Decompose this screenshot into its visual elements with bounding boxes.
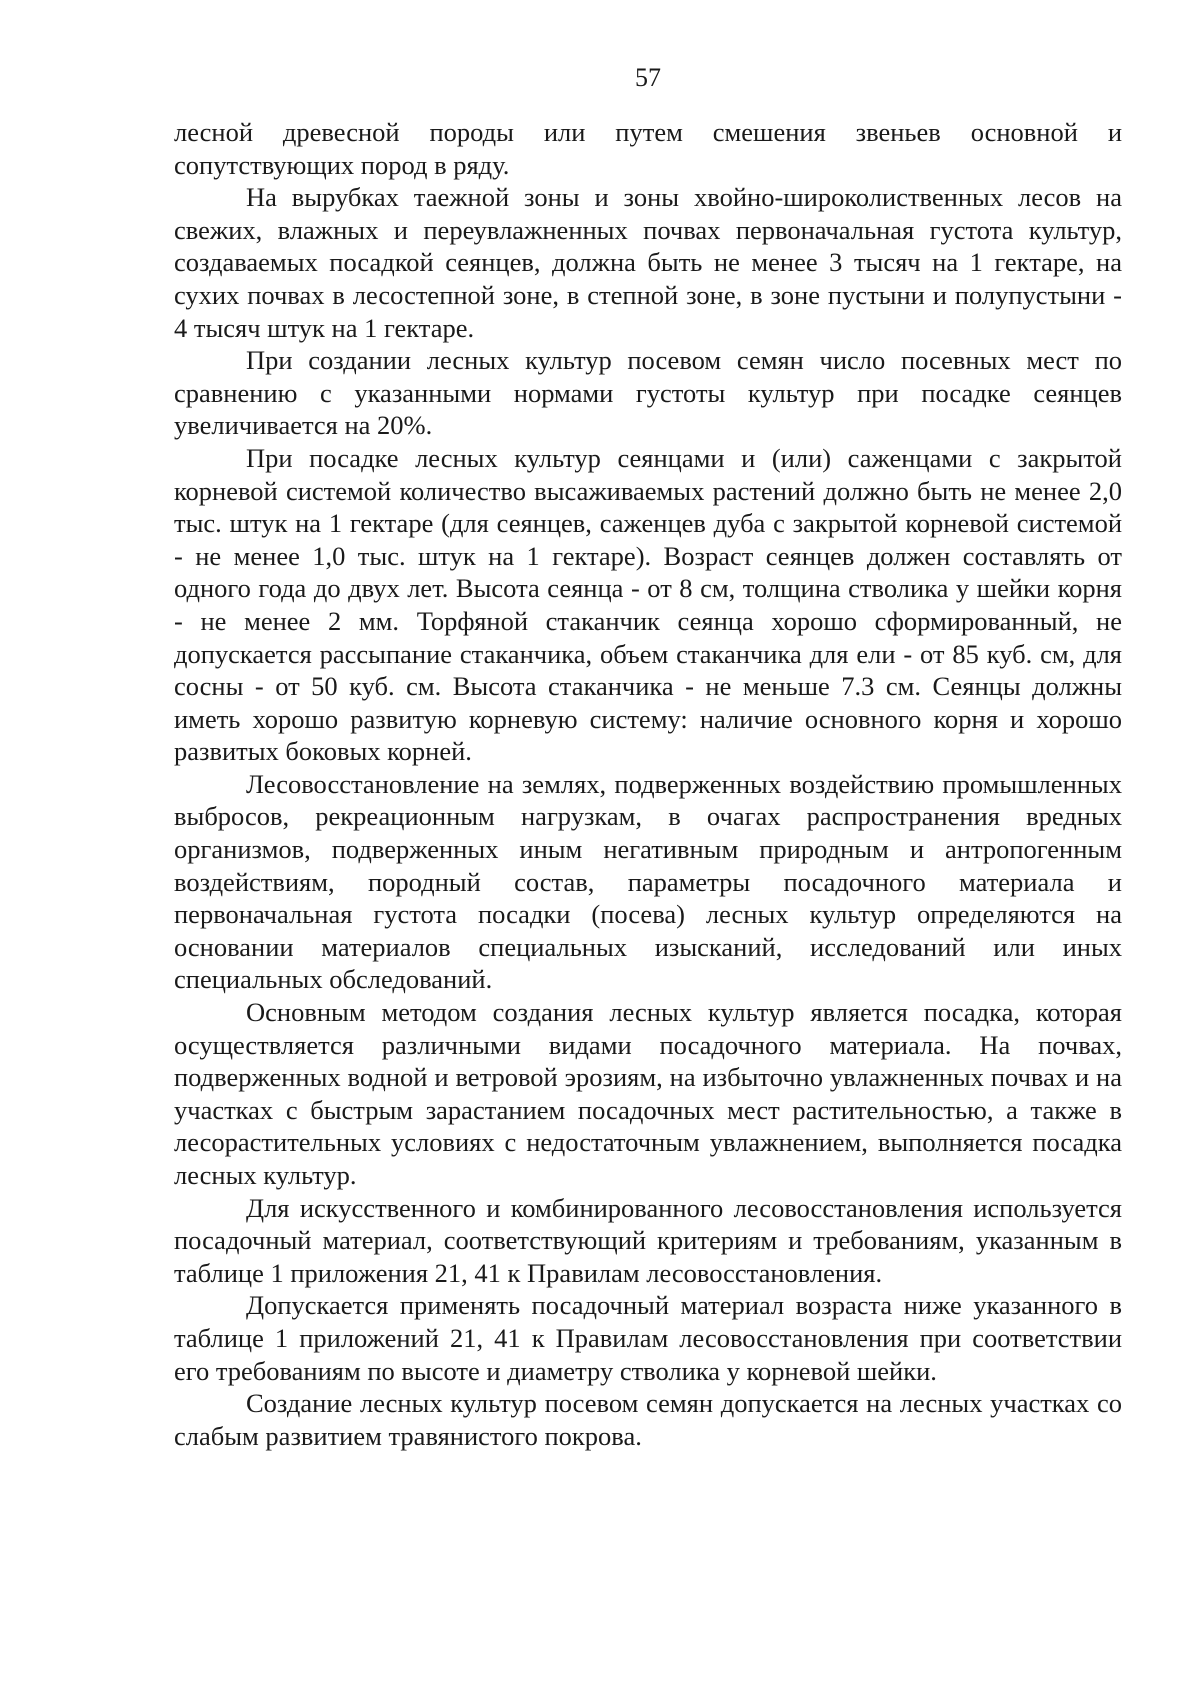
paragraph-seed-sowing: При создании лесных культур посевом семян число посевных мест по сравнению с указанными нормами густоты культур при посадке сеянцев увеличивается на 20%. (174, 345, 1122, 441)
paragraph-planting-density: На вырубках таежной зоны и зоны хвойно-широколиственных лесов на свежих, влажных и переувлажненных почвах первоначальная густота культур, создаваемых посадкой сеянцев, должна быть не менее 3 тысяч на 1 гектаре, на сухих почвах в лесостепной зоне, в степной зоне, в зоне пустыни и полупустыни - 4 тысяч штук на 1 гектаре. (174, 182, 1122, 343)
document-page (174, 62, 1122, 1452)
paragraph-main-method: Основным методом создания лесных культур является посадка, которая осуществляется различными видами посадочного материала. На почвах, подверженных водной и ветровой эрозиям, на избыточно увлажненных почвах и на участках с быстрым зарастанием посадочных мест растительностью, а также в лесорастительных условиях с недостаточным увлажнением, выполняется посадка лесных культур. (174, 997, 1122, 1190)
paragraph-reforestation-affected-lands: Лесовосстановление на землях, подверженных воздействию промышленных выбросов, рекреационным нагрузкам, в очагах распространения вредных организмов, подверженных иным негативным природным и антропогенным воздействиям, породный состав, параметры посадочного материала и первоначальная густота посадки (посева) лесных культур определяются на основании материалов специальных изысканий, исследований или иных специальных обследований. (174, 768, 1122, 995)
paragraph-seed-sowing-allowed: Создание лесных культур посевом семян допускается на лесных участках со слабым развитием травянистого покрова. (174, 1388, 1122, 1451)
paragraph-planting-material: Для искусственного и комбинированного лесовосстановления используется посадочный материал, соответствующий критериям и требованиям, указанным в таблице 1 приложения 21, 41 к Правилам лесовосстановления. (174, 1192, 1122, 1288)
paragraph-closed-root-system: При посадке лесных культур сеянцами и (или) саженцами с закрытой корневой системой количество высаживаемых растений должно быть не менее 2,0 тыс. штук на 1 гектаре (для сеянцев, саженцев дуба с закрытой корневой системой - не менее 1,0 тыс. штук на 1 гектаре). Возраст сеянцев должен составлять от одного года до двух лет. Высота сеянца - от 8 см, толщина стволика у шейки корня - не менее 2 мм. Торфяной стаканчик сеянца хорошо сформированный, не допускается рассыпание стаканчика, объем стаканчика для ели - от 85 куб. см, для сосны - от 50 куб. см. Высота стаканчика - не меньше 7.3 см. Сеянцы должны иметь хорошо развитую корневую систему: наличие основного корня и хорошо развитых боковых корней. (174, 442, 1122, 767)
page-number: 57 (635, 63, 661, 92)
paragraph-younger-material: Допускается применять посадочный материал возраста ниже указанного в таблице 1 приложений 21, 41 к Правилам лесовосстановления при соответствии его требованиям по высоте и диаметру стволика у корневой шейки. (174, 1290, 1122, 1386)
paragraph-continuation: лесной древесной породы или путем смешения звеньев основной и сопутствующих пород в ряду. (174, 117, 1122, 180)
